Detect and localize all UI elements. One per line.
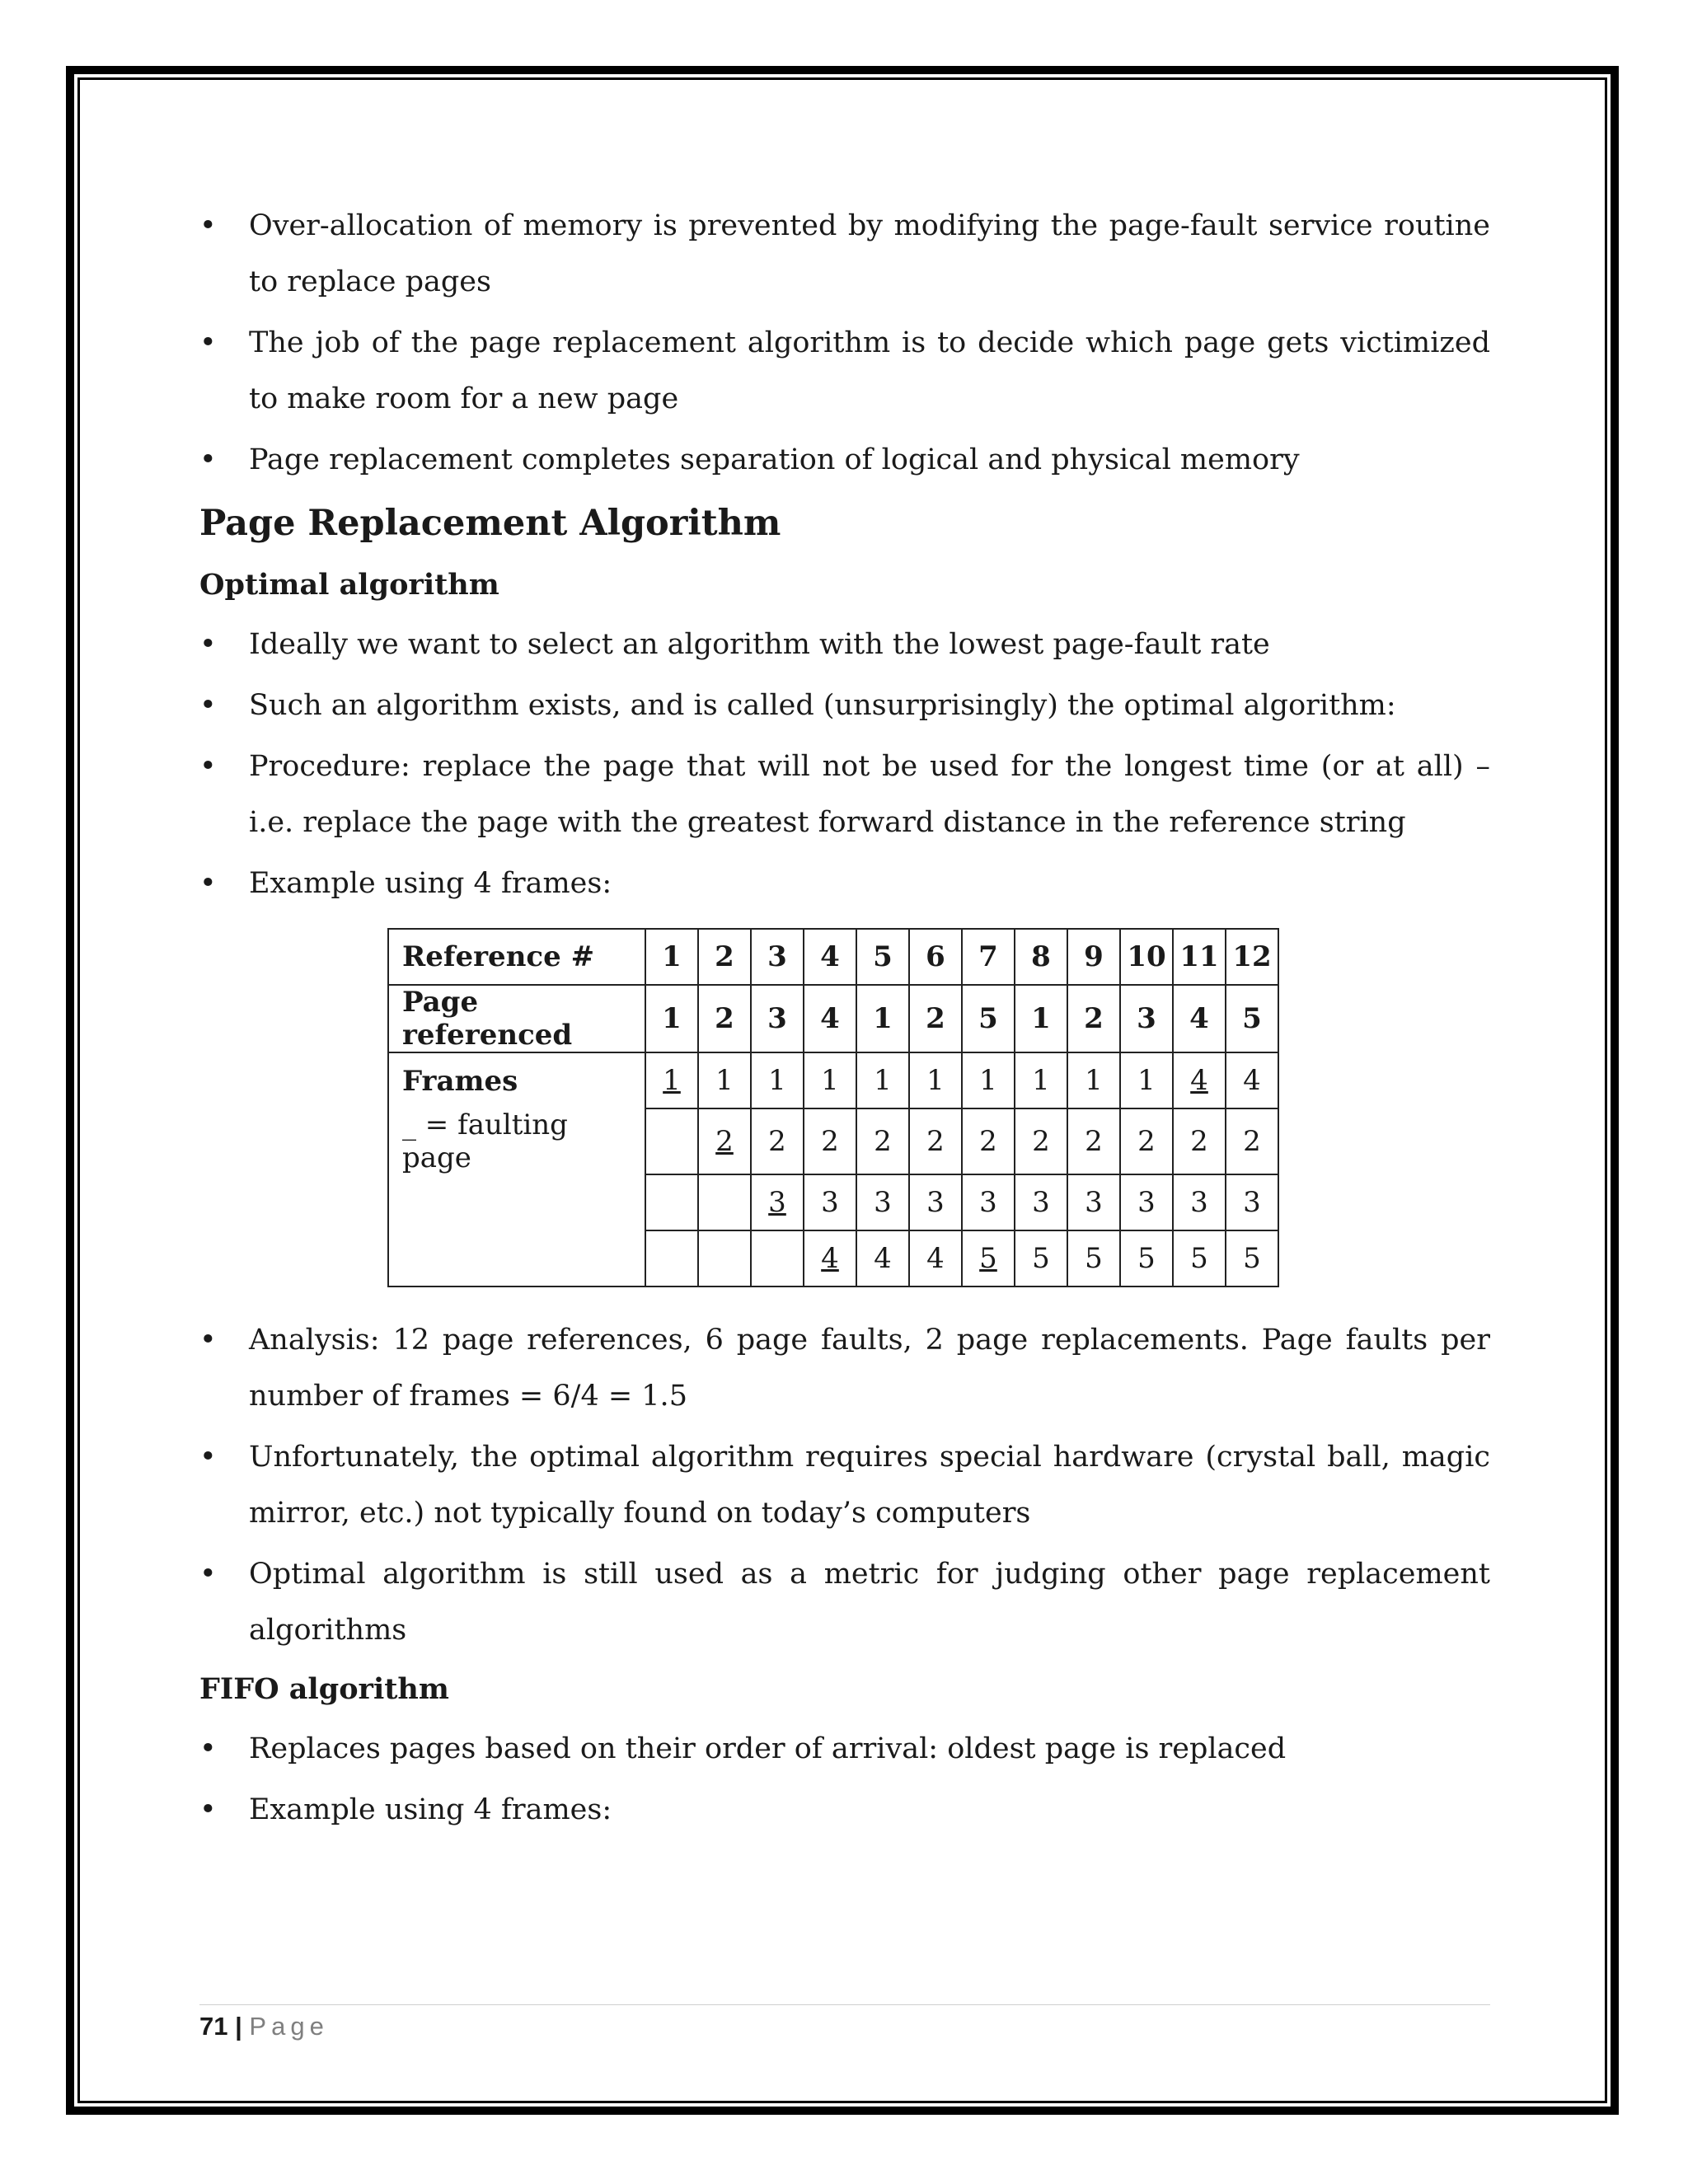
table-cell: 2 (1067, 985, 1120, 1052)
table-cell: 3 (751, 929, 804, 985)
optimal-bullet: • Such an algorithm exists, and is called (unsurprisingly) the optimal algorithm: (199, 677, 1490, 733)
frame-cell: 5 (962, 1230, 1015, 1286)
table-cell: 10 (1120, 929, 1173, 985)
frame-cell: 1 (909, 1052, 962, 1108)
optimal-bullet: • Ideally we want to select an algorithm with the lowest page-fault rate (199, 616, 1490, 673)
table-cell: 1 (1015, 985, 1067, 1052)
page-label: Page (249, 2012, 329, 2041)
frame-cell: 2 (1173, 1108, 1226, 1174)
frame-cell: 2 (909, 1108, 962, 1174)
page-footer (199, 2004, 1490, 2041)
table-cell: 9 (1067, 929, 1120, 985)
table-cell: 2 (698, 929, 751, 985)
reference-number-row (388, 929, 1278, 985)
optimal-bullet: • Procedure: replace the page that will not be used for the longest time (or at all) – i.e. replace the page with the greatest forward distance in the reference string (199, 738, 1490, 851)
frame-cell: 2 (962, 1108, 1015, 1174)
intro-bullet: • The job of the page replacement algorithm is to decide which page gets victimized to make room for a new page (199, 315, 1490, 427)
table-cell: 3 (1120, 985, 1173, 1052)
table-cell: 4 (1173, 985, 1226, 1052)
table-cell: 11 (1173, 929, 1226, 985)
intro-bullet: • Page replacement completes separation of logical and physical memory (199, 432, 1490, 488)
section-title: Page Replacement Algorithm (199, 503, 781, 544)
fifo-bullet-list (199, 1721, 1490, 1838)
frame-cell: 3 (1226, 1174, 1278, 1230)
fifo-bullet: • Replaces pages based on their order of arrival: oldest page is replaced (199, 1721, 1490, 1777)
table-cell: 1 (856, 985, 909, 1052)
frame-cell: 5 (1120, 1230, 1173, 1286)
frame-cell: 1 (1015, 1052, 1067, 1108)
table-cell: 8 (1015, 929, 1067, 985)
frame-cell (698, 1174, 751, 1230)
frame-cell: 1 (1067, 1052, 1120, 1108)
analysis-bullet: • Optimal algorithm is still used as a metric for judging other page replacement algorithms (199, 1546, 1490, 1658)
bullet-icon: • (199, 1324, 217, 1357)
row-label: Reference # (388, 929, 645, 985)
frame-cell: 3 (804, 1174, 856, 1230)
bullet-icon: • (199, 750, 217, 783)
frame-cell: 2 (1067, 1108, 1120, 1174)
optimal-table-wrapper (387, 928, 1490, 1287)
footer-separator: | (235, 2012, 242, 2041)
table-cell: 3 (751, 985, 804, 1052)
frame-cell: 4 (804, 1230, 856, 1286)
row-label-empty (388, 1230, 645, 1286)
frame-cell: 1 (1120, 1052, 1173, 1108)
frame-cell (645, 1108, 698, 1174)
table-cell: 1 (645, 929, 698, 985)
frame-cell (645, 1230, 698, 1286)
frame-row (388, 1108, 1278, 1174)
frame-cell: 4 (1173, 1052, 1226, 1108)
frame-row (388, 1230, 1278, 1286)
bullet-icon: • (199, 867, 217, 900)
fifo-heading: FIFO algorithm (199, 1672, 449, 1706)
bullet-icon: • (199, 628, 217, 661)
bullet-icon: • (199, 209, 217, 242)
optimal-bullet-list (199, 616, 1490, 912)
frame-cell: 5 (1067, 1230, 1120, 1286)
frame-cell (645, 1174, 698, 1230)
frame-cell: 2 (698, 1108, 751, 1174)
frame-cell: 3 (1173, 1174, 1226, 1230)
table-cell: 1 (645, 985, 698, 1052)
legend-label: _ = faulting page (388, 1108, 645, 1174)
frame-cell: 3 (856, 1174, 909, 1230)
frame-cell: 3 (962, 1174, 1015, 1230)
bullet-icon: • (199, 689, 217, 722)
frame-cell (751, 1230, 804, 1286)
frame-cell: 5 (1015, 1230, 1067, 1286)
optimal-replacement-table (387, 928, 1279, 1287)
frame-cell: 1 (698, 1052, 751, 1108)
page-referenced-row (388, 985, 1278, 1052)
frame-cell: 5 (1226, 1230, 1278, 1286)
frame-cell: 4 (856, 1230, 909, 1286)
bullet-icon: • (199, 1793, 217, 1826)
frame-cell: 3 (1120, 1174, 1173, 1230)
bullet-icon: • (199, 1558, 217, 1591)
frame-cell: 3 (751, 1174, 804, 1230)
frame-cell: 3 (1067, 1174, 1120, 1230)
table-cell: 12 (1226, 929, 1278, 985)
intro-bullet-list (199, 198, 1490, 488)
analysis-bullet: • Unfortunately, the optimal algorithm requires special hardware (crystal ball, magic mirror, etc.) not typically found on today’s computers (199, 1429, 1490, 1541)
analysis-bullet-list (199, 1312, 1490, 1658)
table-cell: 6 (909, 929, 962, 985)
frame-cell: 2 (751, 1108, 804, 1174)
table-cell: 4 (804, 985, 856, 1052)
frame-cell: 1 (962, 1052, 1015, 1108)
optimal-bullet: • Example using 4 frames: (199, 855, 1490, 912)
bullet-icon: • (199, 1732, 217, 1765)
frame-row (388, 1174, 1278, 1230)
frame-cell: 4 (909, 1230, 962, 1286)
table-cell: 5 (962, 985, 1015, 1052)
frame-cell: 3 (1015, 1174, 1067, 1230)
row-label: Page referenced (388, 985, 645, 1052)
frame-row (388, 1052, 1278, 1108)
frame-cell: 3 (909, 1174, 962, 1230)
frame-cell: 1 (751, 1052, 804, 1108)
frame-cell (698, 1230, 751, 1286)
frame-cell: 2 (1120, 1108, 1173, 1174)
analysis-bullet: • Analysis: 12 page references, 6 page faults, 2 page replacements. Page faults per number of frames = 6/4 = 1.5 (199, 1312, 1490, 1424)
frame-cell: 2 (856, 1108, 909, 1174)
row-label-empty (388, 1174, 645, 1230)
table-cell: 5 (856, 929, 909, 985)
frame-cell: 2 (1015, 1108, 1067, 1174)
frame-cell: 2 (1226, 1108, 1278, 1174)
frame-cell: 2 (804, 1108, 856, 1174)
intro-bullet: • Over-allocation of memory is prevented by modifying the page-fault service routine to replace pages (199, 198, 1490, 310)
frame-cell: 1 (804, 1052, 856, 1108)
table-cell: 2 (698, 985, 751, 1052)
bullet-icon: • (199, 326, 217, 359)
frame-cell: 4 (1226, 1052, 1278, 1108)
table-cell: 7 (962, 929, 1015, 985)
table-cell: 4 (804, 929, 856, 985)
frame-cell: 1 (856, 1052, 909, 1108)
optimal-heading: Optimal algorithm (199, 568, 499, 602)
table-cell: 2 (909, 985, 962, 1052)
frame-cell: 5 (1173, 1230, 1226, 1286)
page-content (199, 198, 1490, 1843)
bullet-icon: • (199, 1441, 217, 1474)
fifo-bullet: • Example using 4 frames: (199, 1782, 1490, 1838)
page-number: 71 (199, 2012, 228, 2041)
bullet-icon: • (199, 443, 217, 476)
frame-cell: 1 (645, 1052, 698, 1108)
row-label: Frames (388, 1052, 645, 1108)
table-cell: 5 (1226, 985, 1278, 1052)
